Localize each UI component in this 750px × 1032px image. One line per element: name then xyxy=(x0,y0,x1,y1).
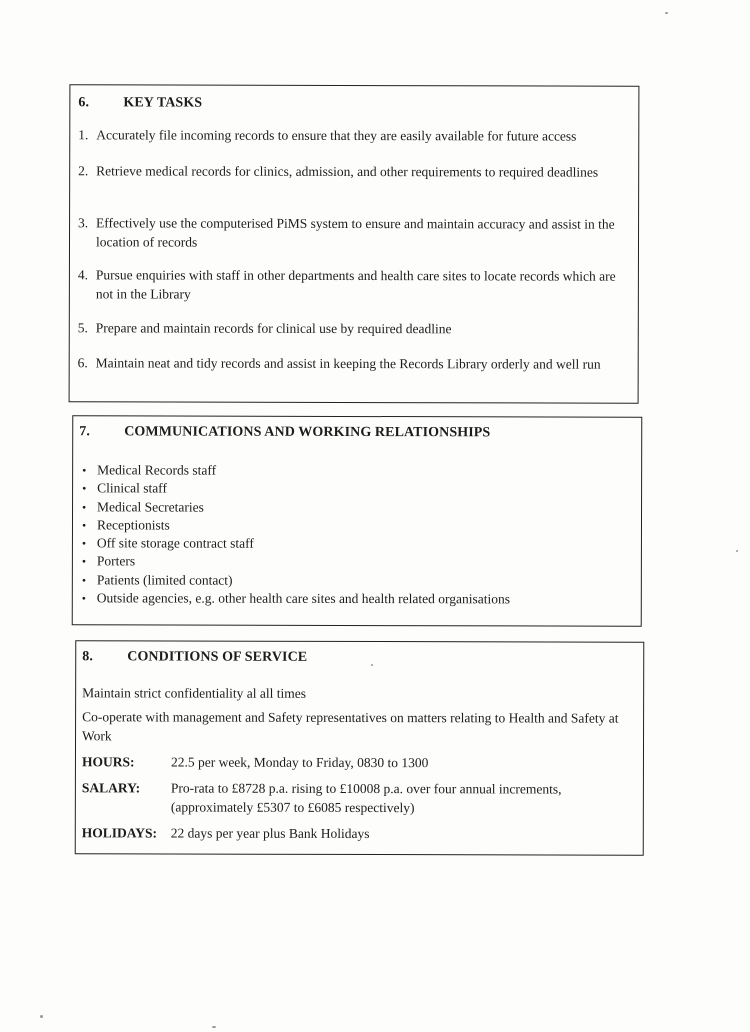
salary-label: SALARY: xyxy=(81,780,141,796)
task-text: Prepare and maintain records for clinical use by required deadline xyxy=(95,320,452,337)
list-item: • Patients (limited contact) xyxy=(81,572,233,588)
list-item: • Medical Records staff xyxy=(82,462,217,478)
task-item xyxy=(78,265,632,304)
bullet-icon: • xyxy=(81,536,87,551)
scan-speck xyxy=(212,1026,216,1028)
list-item: • Receptionists xyxy=(81,517,170,533)
bullet-icon: • xyxy=(81,591,87,606)
section-number: 8. xyxy=(82,649,93,665)
task-number: 1. xyxy=(78,127,89,143)
key-tasks-heading xyxy=(78,95,202,111)
communications-heading xyxy=(79,424,490,441)
task-item xyxy=(78,125,632,145)
communications-section xyxy=(72,415,643,626)
section-title: COMMUNICATIONS AND WORKING RELATIONSHIPS xyxy=(124,424,491,441)
task-number: 3. xyxy=(78,215,89,231)
holidays-label: HOLIDAYS: xyxy=(81,825,158,841)
key-tasks-section xyxy=(69,84,640,403)
bullet-icon: • xyxy=(82,463,87,478)
scan-speck xyxy=(40,1015,43,1018)
bullet-icon: • xyxy=(81,554,87,569)
task-number: 5. xyxy=(77,320,88,336)
holidays-row xyxy=(82,823,637,843)
holidays-value: 22 days per year plus Bank Holidays xyxy=(170,825,370,842)
task-text: Effectively use the computerised PiMS system to ensure and maintain accuracy and assist in the location of records xyxy=(95,215,615,250)
task-item xyxy=(78,213,632,252)
hours-row xyxy=(82,752,637,772)
task-number: 4. xyxy=(77,267,89,283)
bullet-icon: • xyxy=(81,573,87,588)
section-number: 6. xyxy=(78,95,90,111)
task-text: Accurately file incoming records to ensure that they are easily available for future access xyxy=(96,127,577,144)
bullet-icon: • xyxy=(82,499,87,514)
scan-speck xyxy=(736,550,738,552)
conditions-heading xyxy=(82,649,307,666)
list-item: • Outside agencies, e.g. other health care sites and health related organisations xyxy=(81,590,511,607)
salary-row xyxy=(82,778,637,817)
task-item xyxy=(78,161,632,181)
task-item xyxy=(78,318,632,338)
task-text: Retrieve medical records for clinics, admission, and other requirements to required deadlines xyxy=(96,163,599,180)
hours-value: 22.5 per week, Monday to Friday, 0830 to 1300 xyxy=(170,754,429,771)
task-text: Maintain neat and tidy records and assist in keeping the Records Library orderly and well run xyxy=(95,355,601,372)
bullet-icon: • xyxy=(81,518,87,533)
confidentiality-text: Maintain strict confidentiality al all times xyxy=(82,685,306,701)
section-title: KEY TASKS xyxy=(123,95,203,111)
list-item: • Medical Secretaries xyxy=(82,498,204,515)
task-number: 6. xyxy=(77,355,88,371)
task-number: 2. xyxy=(78,163,89,179)
scan-speck xyxy=(371,664,373,666)
section-number: 7. xyxy=(79,424,90,440)
section-title: CONDITIONS OF SERVICE xyxy=(127,649,308,665)
list-item: • Clinical staff xyxy=(82,480,167,496)
salary-value: Pro-rata to £8728 p.a. rising to £10008 p.a. over four annual increments, (approximately £5307 to £6085 respectively) xyxy=(170,780,562,816)
safety-text: Co-operate with management and Safety representatives on matters relating to Health and Safety at Work xyxy=(82,709,619,744)
list-item: • Off site storage contract staff xyxy=(81,535,254,551)
task-text: Pursue enquiries with staff in other departments and health care sites to locate records which are not in the Library xyxy=(95,267,616,302)
conditions-section xyxy=(75,640,645,855)
relationships-list xyxy=(81,461,511,608)
list-item: • Porters xyxy=(81,553,136,569)
bullet-icon: • xyxy=(82,481,87,496)
hours-label: HOURS: xyxy=(81,754,135,770)
task-item xyxy=(78,353,632,373)
scan-speck xyxy=(665,12,668,14)
